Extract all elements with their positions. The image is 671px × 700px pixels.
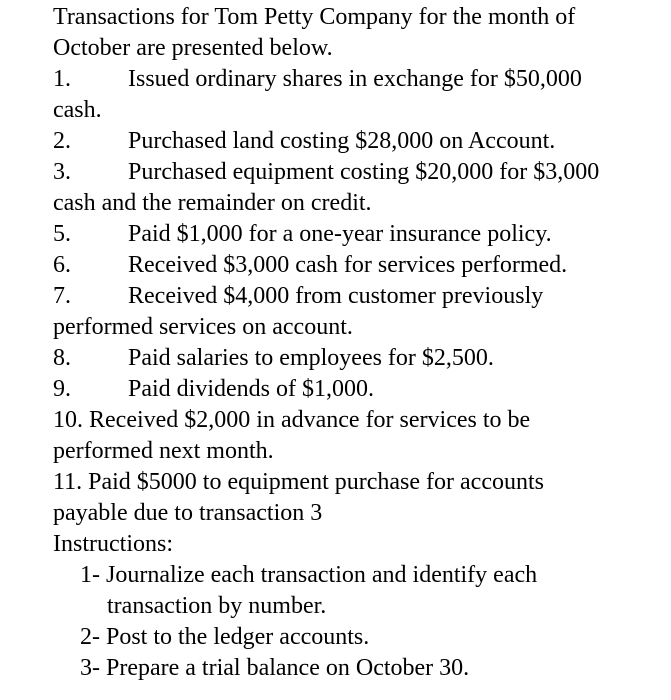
instruction-continuation: transaction by number. <box>107 593 327 619</box>
transaction-item <box>53 219 665 250</box>
transaction-text: Received $3,000 cash for services performed. <box>128 252 568 278</box>
instruction-item: 3- Prepare a trial balance on October 30. <box>80 655 470 681</box>
transaction-number: 9. <box>53 376 71 402</box>
transaction-text: Paid salaries to employees for $2,500. <box>128 345 494 371</box>
transaction-text: Paid $1,000 for a one-year insurance policy. <box>128 221 552 247</box>
transaction-continuation: cash. <box>53 97 102 123</box>
transaction-text: Purchased equipment costing $20,000 for $3,000 <box>128 159 600 185</box>
intro-line: Transactions for Tom Petty Company for the month of <box>53 4 576 30</box>
transaction-continuation: payable due to transaction 3 <box>53 500 323 526</box>
transaction-text: Issued ordinary shares in exchange for $50,000 <box>128 66 582 92</box>
transaction-number: 1. <box>53 66 71 92</box>
instruction-item: 1- Journalize each transaction and identify each <box>80 562 538 588</box>
transaction-item <box>53 343 665 374</box>
transaction-item: 10. Received $2,000 in advance for services to be <box>53 407 531 433</box>
transaction-continuation: performed services on account. <box>53 314 353 340</box>
transaction-item <box>53 126 665 157</box>
instructions-heading: Instructions: <box>53 531 173 557</box>
intro-line: October are presented below. <box>53 35 333 61</box>
transaction-number: 8. <box>53 345 71 371</box>
assignment-document <box>53 0 665 684</box>
transaction-number: 5. <box>53 221 71 247</box>
transaction-item <box>53 250 665 281</box>
transaction-item: 11. Paid $5000 to equipment purchase for accounts <box>53 469 544 495</box>
transaction-number: 7. <box>53 283 71 309</box>
transaction-text: Paid dividends of $1,000. <box>128 376 374 402</box>
transaction-text: Purchased land costing $28,000 on Account. <box>128 128 556 154</box>
transaction-number: 3. <box>53 159 71 185</box>
instruction-item: 2- Post to the ledger accounts. <box>80 624 370 650</box>
transaction-item <box>53 64 665 95</box>
transaction-item <box>53 281 665 312</box>
transaction-continuation: cash and the remainder on credit. <box>53 190 372 216</box>
transaction-item <box>53 374 665 405</box>
transaction-text: Received $4,000 from customer previously <box>128 283 544 309</box>
transaction-number: 2. <box>53 128 71 154</box>
transaction-item <box>53 157 665 188</box>
transaction-continuation: performed next month. <box>53 438 274 464</box>
transaction-number: 6. <box>53 252 71 278</box>
